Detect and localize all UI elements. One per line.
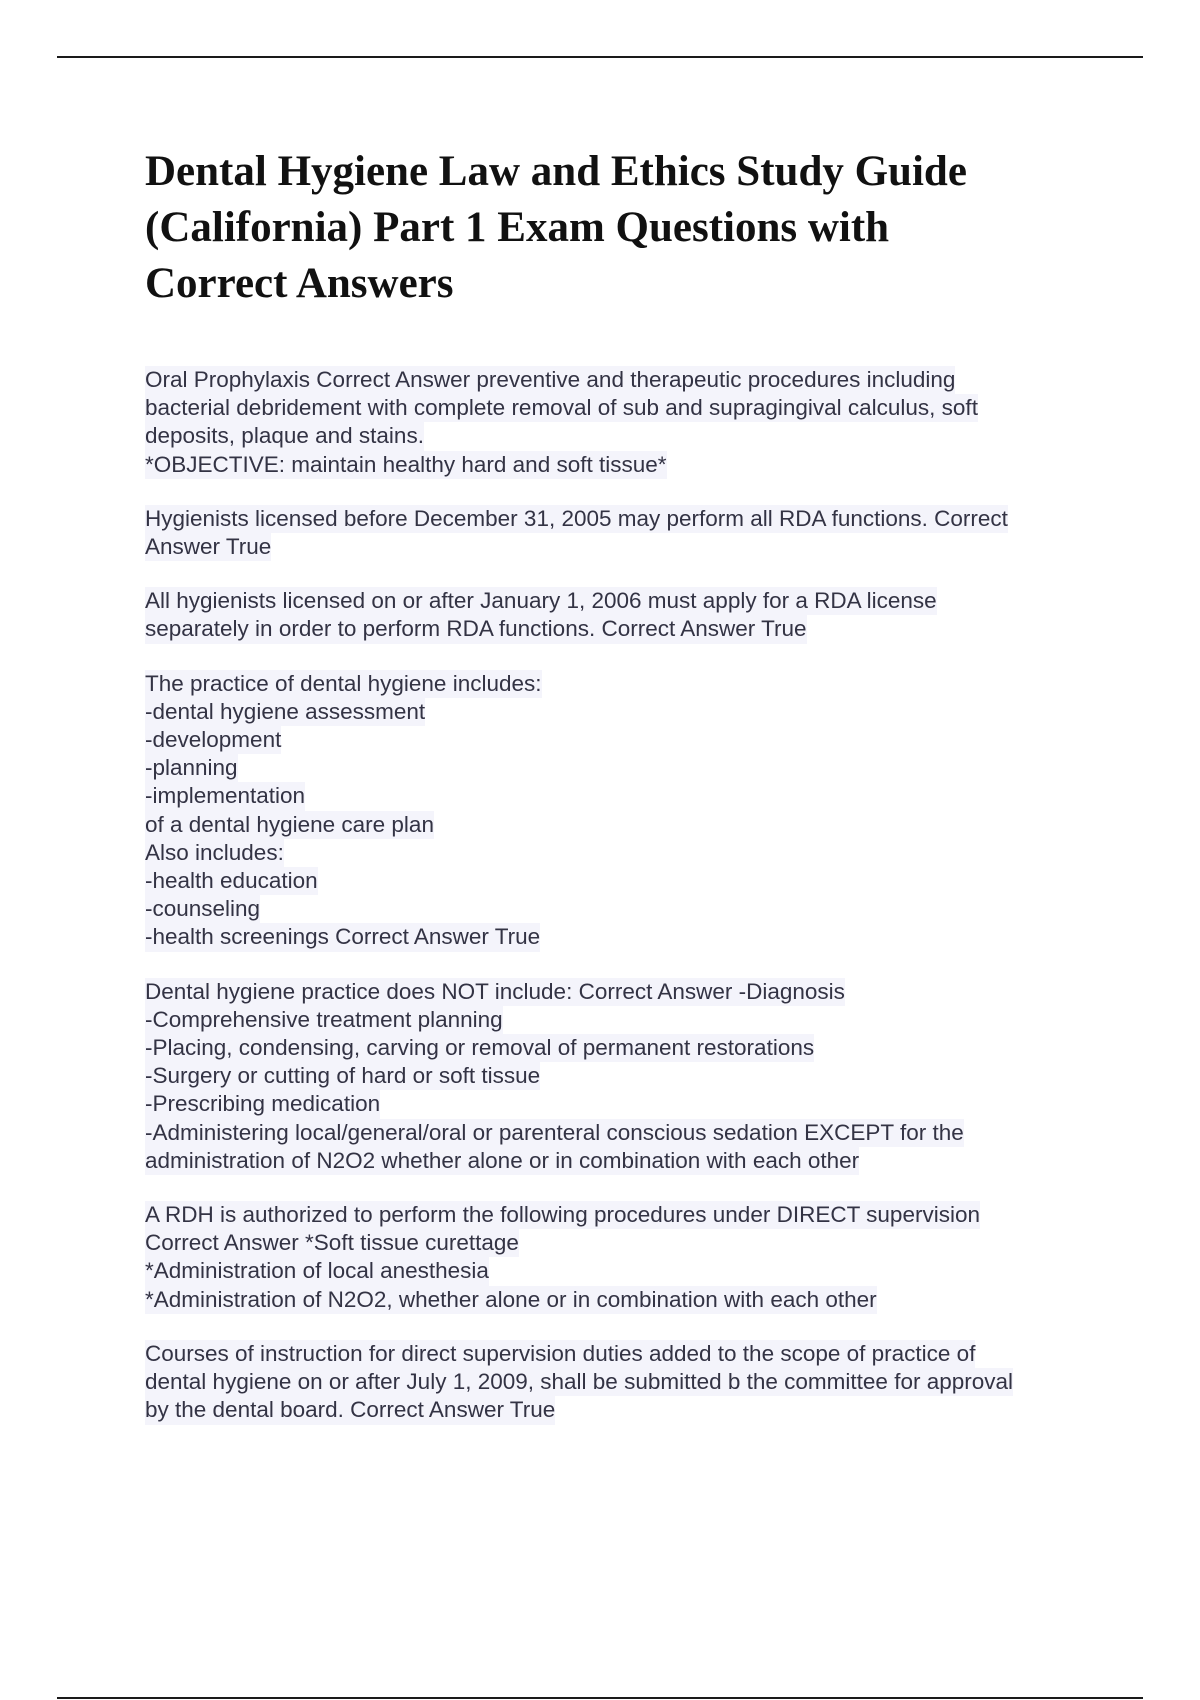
- qa-text-line: deposits, plaque and stains.: [145, 422, 424, 450]
- qa-text-line: by the dental board. Correct Answer True: [145, 1396, 555, 1424]
- qa-text-line: -Surgery or cutting of hard or soft tissue: [145, 1062, 540, 1090]
- qa-text-line: Correct Answer *Soft tissue curettage: [145, 1229, 519, 1257]
- qa-text-line: -dental hygiene assessment: [145, 698, 425, 726]
- qa-item: [145, 587, 1105, 643]
- qa-text-line: -Administering local/general/oral or parenteral conscious sedation EXCEPT for the: [145, 1119, 964, 1147]
- qa-item: [145, 670, 1105, 952]
- title-line: Dental Hygiene Law and Ethics Study Guide: [145, 148, 967, 195]
- qa-text-line: *OBJECTIVE: maintain healthy hard and soft tissue*: [145, 451, 667, 479]
- top-divider: [57, 56, 1143, 58]
- qa-text-line: separately in order to perform RDA functions. Correct Answer True: [145, 615, 807, 643]
- title-line: Correct Answers: [145, 260, 454, 307]
- qa-text-line: -implementation: [145, 782, 305, 810]
- qa-text-line: Courses of instruction for direct supervision duties added to the scope of practice of: [145, 1340, 975, 1368]
- qa-text-line: All hygienists licensed on or after January 1, 2006 must apply for a RDA license: [145, 587, 937, 615]
- qa-text-line: -counseling: [145, 895, 260, 923]
- document-title: [145, 144, 1085, 312]
- bottom-divider: [57, 1697, 1143, 1699]
- qa-item: [145, 1340, 1105, 1425]
- qa-item: [145, 366, 1105, 479]
- qa-text-line: bacterial debridement with complete removal of sub and supragingival calculus, soft: [145, 394, 978, 422]
- qa-text-line: A RDH is authorized to perform the following procedures under DIRECT supervision: [145, 1201, 980, 1229]
- qa-text-line: -planning: [145, 754, 238, 782]
- qa-text-line: -health education: [145, 867, 318, 895]
- qa-text-line: Answer True: [145, 533, 271, 561]
- qa-text-line: Also includes:: [145, 839, 284, 867]
- title-line: (California) Part 1 Exam Questions with: [145, 204, 890, 251]
- qa-text-line: administration of N2O2 whether alone or in combination with each other: [145, 1147, 859, 1175]
- qa-item: [145, 505, 1105, 561]
- qa-text-line: Oral Prophylaxis Correct Answer preventive and therapeutic procedures including: [145, 366, 955, 394]
- qa-text-line: -Comprehensive treatment planning: [145, 1006, 503, 1034]
- qa-text-line: *Administration of local anesthesia: [145, 1257, 489, 1285]
- qa-text-line: dental hygiene on or after July 1, 2009, shall be submitted b the committee for approval: [145, 1368, 1013, 1396]
- qa-text-line: -Placing, condensing, carving or removal of permanent restorations: [145, 1034, 814, 1062]
- qa-item: [145, 978, 1105, 1175]
- qa-text-line: of a dental hygiene care plan: [145, 811, 434, 839]
- question-answer-list: [145, 366, 1105, 1451]
- qa-text-line: -health screenings Correct Answer True: [145, 923, 540, 951]
- qa-text-line: -development: [145, 726, 281, 754]
- qa-text-line: *Administration of N2O2, whether alone or in combination with each other: [145, 1286, 877, 1314]
- qa-text-line: Hygienists licensed before December 31, 2005 may perform all RDA functions. Correct: [145, 505, 1008, 533]
- qa-text-line: Dental hygiene practice does NOT include: Correct Answer -Diagnosis: [145, 978, 845, 1006]
- qa-text-line: The practice of dental hygiene includes:: [145, 670, 542, 698]
- qa-item: [145, 1201, 1105, 1314]
- qa-text-line: -Prescribing medication: [145, 1090, 380, 1118]
